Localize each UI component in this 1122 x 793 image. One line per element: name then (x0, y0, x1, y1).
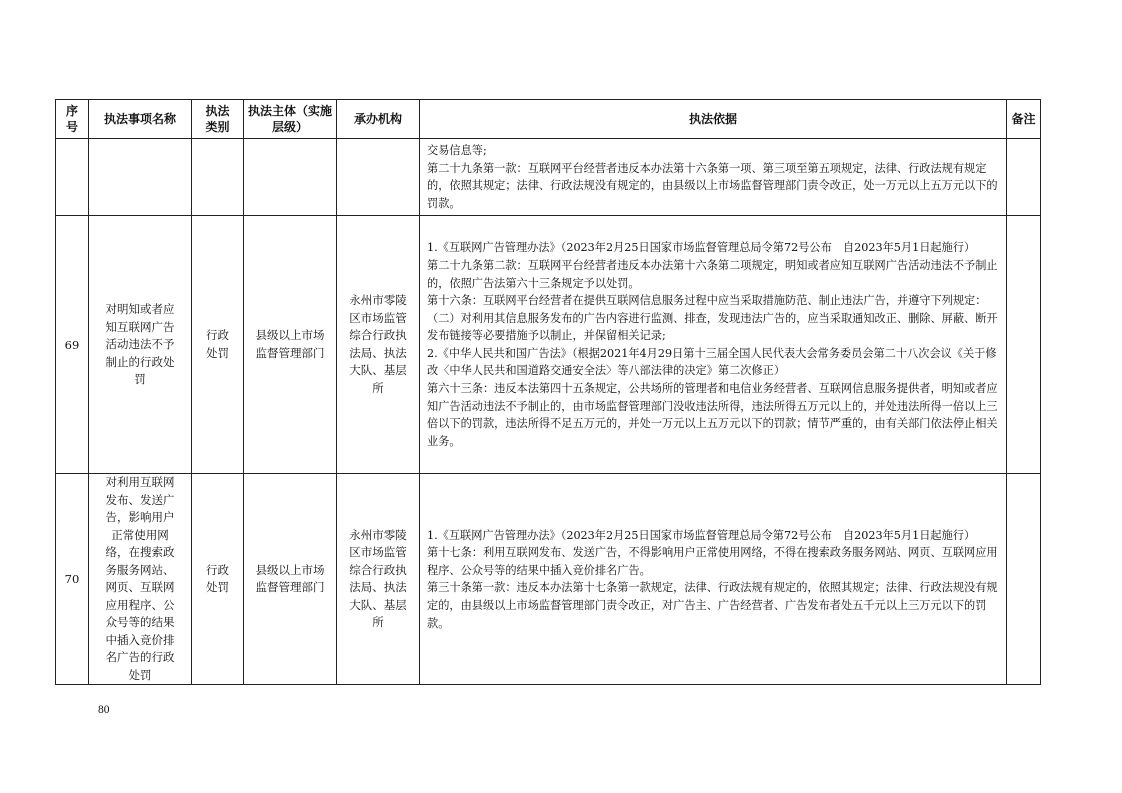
cell-remark (1007, 474, 1041, 685)
cell-subject: 县级以上市场监督管理部门 (244, 216, 337, 474)
table-row (56, 216, 1041, 474)
cell-seq (56, 139, 89, 216)
cell-subject (244, 139, 337, 216)
cell-agency: 永州市零陵区市场监管综合行政执法局、执法大队、基层所 (337, 474, 420, 685)
basis-paragraph: 第二十九条第一款：互联网平台经营者违反本办法第十六条第一项、第三项至第五项规定，法律、行政法规有规定的，依照其规定；法律、行政法规没有规定的，由县级以上市场监督管理部门责令改正，处一万元以上五万元以下的罚款。 (427, 161, 998, 210)
table-row (56, 139, 1041, 216)
cell-subject: 县级以上市场监督管理部门 (244, 474, 337, 685)
cell-basis (420, 216, 1007, 474)
basis-paragraph: 交易信息等; (427, 144, 487, 157)
cell-item: 对明知或者应知互联网广告活动违法不予制止的行政处罚 (89, 216, 192, 474)
header-row (56, 100, 1041, 139)
cell-remark (1007, 216, 1041, 474)
cell-category: 行政处罚 (192, 216, 244, 474)
cell-basis (420, 474, 1007, 685)
cell-seq: 69 (56, 216, 89, 474)
basis-paragraph: 1.《互联网广告管理办法》（2023年2月25日国家市场监督管理总局令第72号公布 自2023年5月1日起施行） (427, 528, 976, 542)
cell-item (89, 139, 192, 216)
cell-basis (420, 139, 1007, 216)
basis-paragraph: 第六十三条：违反本法第四十五条规定，公共场所的管理者和电信业务经营者、互联网信息服务提供者，明知或者应知广告活动违法不予制止的，由市场监督管理部门没收违法所得，违法所得五万元以上的，并处违法所得一倍以上三倍以下的罚款，违法所得不足五万元的，并处一万元以上五万元以下的罚款；情节严重的，由有关部门依法停止相关业务。 (427, 382, 998, 448)
header-agency: 承办机构 (337, 100, 420, 139)
header-category: 执法类别 (192, 100, 244, 139)
cell-item: 对利用互联网发布、发送广告，影响用户正常使用网络，在搜索政务服务网站、网页、互联网应用程序、公众号等的结果中插入竞价排名广告的行政处罚 (89, 474, 192, 685)
basis-paragraph: 第三十条第一款：违反本办法第十七条第一款规定，法律、行政法规有规定的，依照其规定；法律、行政法规没有规定的，由县级以上市场监督管理部门责令改正，对广告主、广告经营者、广告发布者处五千元以上三万元以下的罚款。 (427, 581, 998, 630)
header-item: 执法事项名称 (89, 100, 192, 139)
header-subject: 执法主体（实施层级） (244, 100, 337, 139)
page-number: 80 (98, 704, 110, 716)
cell-category (192, 139, 244, 216)
cell-agency: 永州市零陵区市场监管综合行政执法局、执法大队、基层所 (337, 216, 420, 474)
cell-seq: 70 (56, 474, 89, 685)
cell-agency (337, 139, 420, 216)
basis-paragraph: 1.《互联网广告管理办法》（2023年2月25日国家市场监督管理总局令第72号公布 自2023年5月1日起施行） (427, 241, 976, 255)
header-remark: 备注 (1007, 100, 1041, 139)
table-row (56, 474, 1041, 685)
basis-paragraph: 第十六条：互联网平台经营者在提供互联网信息服务过程中应当采取措施防范、制止违法广告，并遵守下列规定：（二）对利用其信息服务发布的广告内容进行监测、排查，发现违法广告的，应当采取通知改正、删除、屏蔽、断开发布链接等必要措施予以制止，并保留相关记录; (427, 294, 998, 343)
cell-category: 行政处罚 (192, 474, 244, 685)
header-basis: 执法依据 (420, 100, 1007, 139)
cell-remark (1007, 139, 1041, 216)
header-seq: 序号 (56, 100, 89, 139)
basis-paragraph: 第十七条：利用互联网发布、发送广告，不得影响用户正常使用网络，不得在搜索政务服务网站、网页、互联网应用程序、公众号等的结果中插入竞价排名广告。 (427, 546, 998, 577)
basis-paragraph: 第二十九条第二款：互联网平台经营者违反本办法第十六条第二项规定，明知或者应知互联网广告活动违法不予制止的，依照广告法第六十三条规定予以处罚。 (427, 258, 998, 290)
basis-paragraph: 2.《中华人民共和国广告法》（根据2021年4月29日第十三届全国人民代表大会常务委员会第二十八次会议《关于修改〈中华人民共和国道路交通安全法〉等八部法律的决定》第二次修正） (427, 346, 997, 378)
enforcement-table (55, 99, 1041, 685)
